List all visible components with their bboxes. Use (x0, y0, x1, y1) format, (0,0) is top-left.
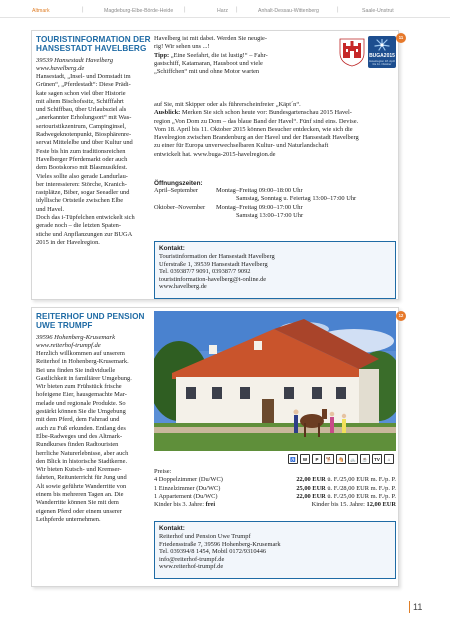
ausblick-line: Merken Sie sich schon heute vor: Bundesgartenschau 2015 Havel- (181, 109, 352, 117)
buga-2015-logo (368, 36, 396, 68)
left-column (36, 35, 151, 247)
contact-box (154, 521, 396, 579)
nav-separator: | (82, 7, 84, 13)
text-line: „Schiffchen“ mit und ohne Motor warten (154, 68, 260, 76)
text-line: Havelberger Pferdemarkt oder auch (36, 155, 128, 163)
hours-time: Samstag 13:00–17:00 Uhr (236, 211, 304, 219)
breakfast-icon: ☕ (360, 454, 370, 464)
contact-line: Touristinformation der Hansestadt Havelberg (159, 253, 275, 260)
nav-item-harz[interactable]: Harz (217, 8, 228, 14)
text-line: Vom 18. April bis 11. Oktober 2015 können Besucher entdecken, wie sich die (154, 125, 353, 133)
hours-row (154, 195, 396, 203)
hours-season (154, 212, 216, 220)
room-type: 4 Doppelzimmer (Du/WC) (154, 476, 223, 484)
text-line: rig! Wir sehen uns ...! (154, 43, 210, 51)
text-line: Wir bieten zum Frühstück frische (36, 383, 122, 391)
text-line: herrliche Naturerlebnisse, aber auch (36, 449, 129, 457)
wlan-icon: W (300, 454, 310, 464)
tv-icon: TV (372, 454, 382, 464)
price-row (154, 476, 396, 484)
hours-row (154, 204, 396, 212)
hours-row (154, 212, 396, 220)
hours-season: April–September (154, 187, 199, 194)
contact-phone: Tel. 039387/7 9091, 039387/7 9092 (159, 268, 251, 276)
price-detail: ü. F./25,00 EUR m. F./p. P. (325, 476, 396, 484)
kids-value: 12,00 EUR (366, 501, 396, 509)
contact-website[interactable]: www.reiterhof-trumpf.de (159, 563, 224, 571)
contact-phone: Tel. 039394/8 1454, Mobil 0172/9310446 (159, 548, 267, 556)
reiterhof-photo (154, 311, 396, 451)
hours-season (154, 195, 216, 203)
listing-card-havelberg (31, 30, 399, 300)
website-line: www.havelberg.de (36, 65, 85, 72)
contact-title: Kontakt: (159, 525, 185, 532)
wheelchair-icon: ♿ (288, 454, 298, 464)
text-line: „anerkannter Erholungsort“ mit Was- (36, 114, 132, 122)
hours-title: Öffnungszeiten: (154, 180, 203, 187)
text-line: und Schiffbau, über Urlaubsziel als (36, 106, 127, 114)
text-line: fahrten, Reitunterricht für Jung und (36, 474, 127, 482)
price-title-row (154, 468, 396, 476)
text-line: gastschiff, Katamaran, Hausboot und viele (154, 59, 263, 67)
kids-label: Kinder bis 15. Jahre: (311, 501, 365, 509)
contact-line: Uferstraße 1, 39539 Hansestadt Havelberg (159, 260, 268, 268)
text-line (154, 52, 334, 60)
room-type: 1 Appartement (Du/WC) (154, 492, 218, 500)
price-value: 22,00 EUR (296, 476, 326, 484)
nav-item-saale-unstrut[interactable]: Saale-Unstrut (362, 8, 394, 14)
hours-season: Oktober–November (154, 203, 206, 211)
amenity-icons (154, 454, 396, 466)
text-line: Gastlichkeit in familiärer Umgebung. (36, 374, 132, 382)
text-line: entwickelt hat. www.buga-2015-havelregion.de (154, 150, 276, 158)
listing-card-reiterhof (31, 307, 399, 587)
price-row (154, 493, 396, 501)
listing-address (36, 57, 151, 73)
price-value: 22,00 EUR (296, 492, 326, 500)
kids-price (266, 501, 396, 509)
text-line: kate sagen schon viel über Historie (36, 89, 126, 97)
contact-website[interactable]: www.havelberg.de (159, 283, 207, 291)
intro-text (154, 35, 334, 76)
text-line: Hansestadt, „Insel- und Domstadt im (36, 73, 131, 80)
hours-row (154, 187, 396, 195)
price-row (154, 485, 396, 493)
room-type: 1 Einzelzimmer (Du/WC) (154, 484, 221, 492)
page-number-divider (409, 601, 410, 613)
coat-of-arms-icon (339, 37, 365, 67)
kids-price-row (154, 501, 396, 509)
buga-logo-subtext: Havelregion 18. April bis 11. Oktober (369, 59, 395, 66)
text-line: servat Mittelelbe und über Kultur und (36, 139, 133, 147)
page-number: 11 (413, 602, 423, 612)
prices-title: Preise: (154, 468, 172, 475)
kids-label: Kinder bis 3. Jahre: (154, 501, 205, 509)
contact-line: Friedensstraße 7, 39596 Hohenberg-Krusemark (159, 540, 281, 548)
room-price (266, 485, 396, 493)
bicycle-icon: 🚲 (348, 454, 358, 464)
nav-separator: | (236, 7, 238, 13)
price-detail: ü. F./25,00 EUR m. F./p. P. (325, 492, 396, 500)
text-line: melade und regionale Produkte. So (36, 399, 126, 407)
address-line: 39596 Hohenberg-Krusemark (36, 334, 116, 341)
listing-title: TOURISTINFORMATION DER HANSESTADT HAVELBERG (36, 35, 151, 53)
hours-time: Montag–Freitag 09:00–17:00 Uhr (216, 203, 303, 211)
text-line: stiche und Anpflanzungen zur BUGA (36, 230, 133, 238)
tipp-label: Tipp: (154, 51, 170, 59)
parking-icon: P (312, 454, 322, 464)
contact-line: Reiterhof und Pension Uwe Trumpf (159, 533, 251, 540)
text-line: Havelregion zwischen Brandenburg an der Havel und der Hansestadt Havelberg (154, 134, 359, 142)
text-line: auf Sie, mit Skipper oder als führerscheinfreier „Käpt´n“. (154, 101, 301, 108)
address-line: 39539 Hansestadt Havelberg (36, 57, 114, 64)
text-line: dem Bootskorso mit Blasmusikfest. (36, 164, 128, 172)
text-line: Rundkurses finden Radtouristen (36, 441, 119, 449)
text-line: gerade noch – die letzten Spaten- (36, 222, 121, 230)
text-line: mit dem Pferd, dem Fahrrad und (36, 416, 120, 424)
flower-icon (374, 39, 390, 51)
text-line: Herzlich willkommen auf unserem (36, 350, 125, 357)
nav-item-magdeburg[interactable]: Magdeburg-Elbe-Börde-Heide (104, 8, 174, 14)
text-line: sertouristikzentrum, Campinginsel, (36, 122, 126, 130)
ausblick-label: Ausblick: (154, 109, 181, 117)
contact-email[interactable]: touristinformation-havelberg@t-online.de (159, 275, 267, 283)
room-price (266, 493, 396, 501)
room-price (266, 476, 396, 484)
text-line: mit altem Bischofssitz, Schifffahrt (36, 97, 124, 105)
text-line: gestärkt können Sie die Umgebung (36, 408, 126, 416)
contact-box (154, 241, 396, 299)
left-column (36, 312, 151, 524)
text-line: Doch das i-Tüpfelchen entwickelt sich (36, 214, 135, 222)
house-icon: ⌂ (384, 454, 394, 464)
price-detail: ü. F./28,00 EUR m. F./p. P. (325, 484, 396, 492)
opening-hours (154, 180, 396, 220)
description (36, 73, 151, 247)
price-list (154, 468, 396, 509)
text-line: Havelberg ist mit dabei. Werden Sie neugie- (154, 35, 268, 42)
listing-address (36, 334, 151, 350)
nav-separator: | (337, 7, 339, 13)
text-line: Wir bieten Kutsch- und Kremser- (36, 466, 122, 474)
text-line: Wanderritte können Sie mit dem (36, 499, 119, 507)
buga-logo-text: BUGA2015 (369, 53, 395, 59)
hours-time: Samstag, Sonntag u. Feiertag 13:00–17:00 Uhr (236, 195, 357, 203)
text-line: hofeigene Eier, hausgemachte Mar- (36, 391, 127, 399)
nav-item-altmark[interactable]: Altmark (32, 8, 50, 14)
text-line: Alt sowie geführte Wanderritte von (36, 482, 127, 490)
text-line: Bei uns finden Sie individuelle (36, 366, 116, 374)
text-line: Feste bis hin zum traditionsreichen (36, 147, 126, 155)
text-line: einem bis mehreren Tagen an. Die (36, 491, 124, 499)
listing-number-badge: 11 (396, 33, 406, 43)
listing-title: REITERHOF UND PENSION UWE TRUMPF (36, 312, 145, 330)
text-line: auch zu Fuß erkunden. Entlang des (36, 424, 126, 432)
text-line: eigenen Pferd oder einem unserer (36, 507, 122, 515)
horse-icon: 🐴 (336, 454, 346, 464)
text-line: Reiterhof in Hohenberg-Krusemark. (36, 358, 129, 366)
ausblick-text (154, 101, 396, 159)
tipp-text: „Eine Seefahrt, die ist lustig!“ – Fahr- (170, 51, 268, 59)
text-line: ber interessieren: Störche, Kranich- (36, 180, 127, 188)
text-line: den Blick in historische Stadtkerne. (36, 457, 128, 465)
listing-number-badge: 12 (396, 311, 406, 321)
price-value: 25,00 EUR (296, 484, 326, 492)
text-line: Grünen“, „Pferdestadt“: Diese Prädi- (36, 81, 131, 89)
text-line: Leihpferde unternehmen. (36, 515, 101, 523)
text-line: 2015 in der Havelregion. (36, 238, 100, 246)
contact-email[interactable]: info@reiterhof-trumpf.de (159, 555, 225, 563)
text-line: und Havel. (36, 205, 65, 213)
text-line: Elbe-Radweges und des Altmark- (36, 432, 123, 440)
nav-separator: | (184, 7, 186, 13)
text-line: region „Von Dom zu Dom – das blaue Band der Havel“. Fünf sind eins. Devise. (154, 117, 359, 125)
text-line: Radwegeknotenpunkt, Biosphärenre- (36, 131, 132, 139)
hours-time: Montag–Freitag 09:00–18:00 Uhr (216, 187, 303, 194)
website-line: www.reiterhof-trumpf.de (36, 342, 101, 349)
kids-value: frei (205, 501, 216, 509)
text-line: rastplätze, Biber, sogar Seeadler und (36, 189, 130, 197)
dog-icon: 🐕 (324, 454, 334, 464)
text-line (154, 109, 396, 117)
text-line: Vieles sollte also gerade Landurlau- (36, 172, 128, 180)
description (36, 350, 151, 524)
text-line: zu einer für Europa unverwechselbaren Kultur- und Naturlandschaft (154, 142, 329, 150)
text-line: idyllische Ortsteile zwischen Elbe (36, 197, 124, 205)
contact-title: Kontakt: (159, 245, 185, 252)
nav-item-anhalt[interactable]: Anhalt-Dessau-Wittenberg (258, 8, 319, 14)
kids-free (154, 501, 266, 509)
region-nav (0, 0, 450, 18)
